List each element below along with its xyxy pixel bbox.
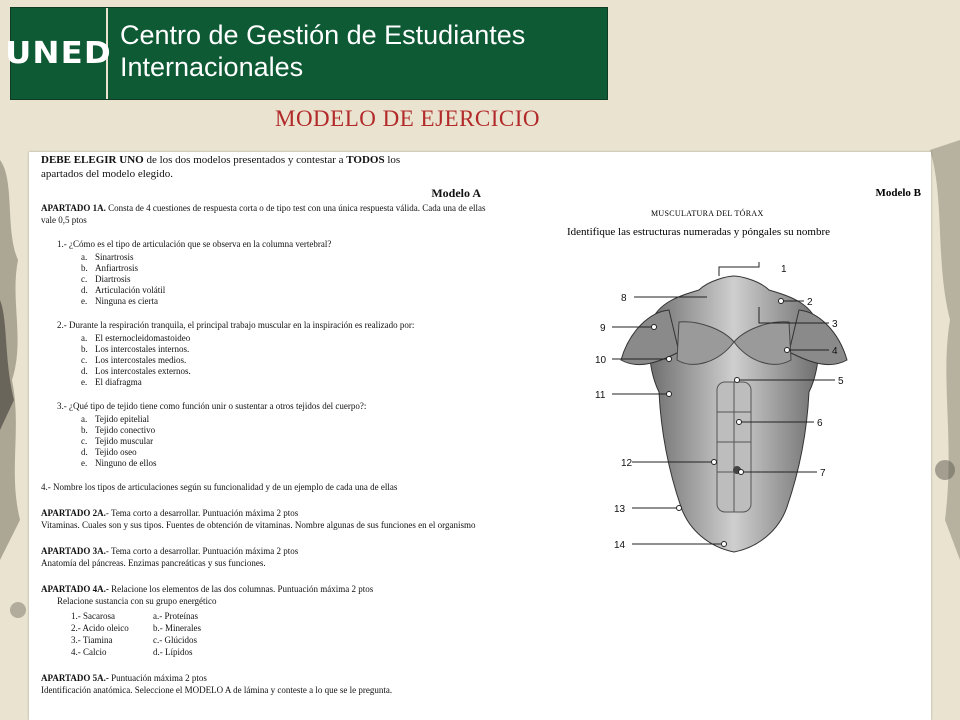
apartado-4a-sub: Relacione sustancia con su grupo energético <box>57 596 217 606</box>
option-text: Tejido muscular <box>95 436 154 446</box>
option-text: Sinartrosis <box>95 252 134 262</box>
apartado-3a-body: Anatomía del páncreas. Enzimas pancreáticas y sus funciones. <box>41 558 266 568</box>
label-7: 7 <box>820 468 826 479</box>
instruction-line-2: apartados del modelo elegido. <box>41 168 173 180</box>
option-letter: c. <box>81 436 88 446</box>
apartado-1a <box>41 202 491 226</box>
option-letter: a. <box>81 252 88 262</box>
option-text: Los intercostales externos. <box>95 366 191 376</box>
instruction-bold-2: TODOS <box>346 154 385 166</box>
label-10: 10 <box>595 355 607 366</box>
option-text: Anfiartrosis <box>95 263 138 273</box>
musculatura-heading: MUSCULATURA DEL TÓRAX <box>651 209 764 218</box>
pair-right: d.- Lípidos <box>153 647 193 657</box>
pair-row <box>71 622 491 634</box>
question-2: 2.- Durante la respiración tranquila, el principal trabajo muscular en la inspiración es realizado por: <box>57 320 415 330</box>
instruction-text-2: los <box>384 154 401 166</box>
option-item <box>81 263 491 274</box>
label-5: 5 <box>838 376 844 387</box>
apartado-1a-text: Consta de 4 cuestiones de respuesta corta o de tipo test con una única respuesta válida. Cada una de ellas vale 0,5 ptos <box>41 203 486 225</box>
torso-muscle-anatomy-icon <box>559 262 931 562</box>
option-item <box>81 344 491 355</box>
apartado-2a-head: APARTADO 2A. <box>41 508 106 518</box>
pair-row <box>71 646 491 658</box>
label-11: 11 <box>595 390 606 401</box>
pairs-table <box>71 610 491 658</box>
option-text: Articulación volátil <box>95 285 166 295</box>
pair-left: 4.- Calcio <box>71 647 107 657</box>
option-letter: a. <box>81 414 88 424</box>
option-letter: b. <box>81 425 88 435</box>
option-text: Ninguno de ellos <box>95 458 157 468</box>
apartado-5a-head: APARTADO 5A.- <box>41 673 109 683</box>
exam-sheet <box>29 152 931 720</box>
question-3: 3.- ¿Qué tipo de tejido tiene como función unir o sustentar a otros tejidos del cuerpo?: <box>57 401 367 411</box>
apartado-2a-text: - Tema corto a desarrollar. Puntuación máxima 2 ptos <box>105 508 299 518</box>
question-4: 4.- Nombre los tipos de articulaciones según su funcionalidad y de un ejemplo de cada una de ellas <box>41 482 398 492</box>
apartado-5a <box>41 672 491 696</box>
apartado-3a <box>41 545 491 569</box>
option-letter: d. <box>81 285 88 295</box>
label-1: 1 <box>781 264 787 275</box>
option-text: Diartrosis <box>95 274 131 284</box>
logo-text: UNED <box>5 36 112 71</box>
header-title <box>108 8 607 99</box>
option-item <box>81 447 491 458</box>
option-letter: d. <box>81 447 88 457</box>
option-list <box>81 414 491 469</box>
instruction-bold-1: DEBE ELEGIR UNO <box>41 154 144 166</box>
pair-left: 1.- Sacarosa <box>71 611 115 621</box>
label-8: 8 <box>621 293 627 304</box>
label-14: 14 <box>614 540 626 551</box>
question-list <box>41 238 491 469</box>
option-text: El esternocleidomastoideo <box>95 333 191 343</box>
option-item <box>81 425 491 436</box>
instruction <box>41 153 491 181</box>
pair-right: a.- Proteínas <box>153 611 198 621</box>
apartado-1a-head: APARTADO 1A. <box>41 203 106 213</box>
page-subtitle: MODELO DE EJERCICIO <box>275 106 541 131</box>
apartado-3a-head: APARTADO 3A. <box>41 546 106 556</box>
pair-right: b.- Minerales <box>153 623 201 633</box>
option-item <box>81 366 491 377</box>
option-text: Tejido epitelial <box>95 414 150 424</box>
label-3: 3 <box>832 319 838 330</box>
apartado-4a-head: APARTADO 4A.- <box>41 584 109 594</box>
header-title-line2: Internacionales <box>120 52 304 82</box>
apartado-5a-text: Puntuación máxima 2 ptos <box>108 673 207 683</box>
option-letter: d. <box>81 366 88 376</box>
option-item <box>81 414 491 425</box>
pair-row <box>71 610 491 622</box>
label-12: 12 <box>621 458 633 469</box>
option-item <box>81 436 491 447</box>
option-text: Los intercostales internos. <box>95 344 190 354</box>
option-item <box>81 274 491 285</box>
instruction-text-1: de los dos modelos presentados y contestar a <box>143 154 347 166</box>
apartado-2a-body: Vitaminas. Cuales son y sus tipos. Fuentes de obtención de vitaminas. Nombre algunas de sus funciones en el organismo <box>41 520 476 530</box>
option-text: Los intercostales medios. <box>95 355 187 365</box>
option-item <box>81 333 491 344</box>
option-text: Tejido oseo <box>95 447 137 457</box>
identifique-instruction: Identifique las estructuras numeradas y póngales su nombre <box>567 226 831 238</box>
option-letter: e. <box>81 377 88 387</box>
pair-right: c.- Glúcidos <box>153 635 197 645</box>
option-item <box>81 296 491 307</box>
option-item <box>81 285 491 296</box>
label-4: 4 <box>832 346 838 357</box>
option-text: Ninguna es cierta <box>95 296 158 306</box>
apartado-5a-body: Identificación anatómica. Seleccione el MODELO A de lámina y conteste a lo que se le pregunta. <box>41 685 393 695</box>
option-letter: e. <box>81 296 88 306</box>
option-item <box>81 252 491 263</box>
option-letter: b. <box>81 344 88 354</box>
label-13: 13 <box>614 504 626 515</box>
uned-logo <box>5 8 112 99</box>
label-6: 6 <box>817 418 823 429</box>
option-item <box>81 355 491 366</box>
model-a-column <box>41 152 491 696</box>
option-letter: c. <box>81 274 88 284</box>
apartado-2a <box>41 507 491 531</box>
option-letter: e. <box>81 458 88 468</box>
apartado-4a <box>41 583 491 658</box>
apartado-4a-text: Relacione los elementos de las dos columnas. Puntuación máxima 2 ptos <box>108 584 374 594</box>
option-list <box>81 333 491 388</box>
header-banner <box>5 7 608 100</box>
apartado-3a-text: - Tema corto a desarrollar. Puntuación máxima 2 ptos <box>105 546 299 556</box>
pair-row <box>71 634 491 646</box>
option-list <box>81 252 491 307</box>
pair-left: 2.- Acido oleico <box>71 623 129 633</box>
option-text: Tejido conectivo <box>95 425 156 435</box>
option-letter: b. <box>81 263 88 273</box>
option-item <box>81 458 491 469</box>
question-1: 1.- ¿Cómo es el tipo de articulación que se observa en la columna vertebral? <box>57 239 332 249</box>
label-9: 9 <box>600 323 606 334</box>
model-a-title: Modelo A <box>431 186 481 200</box>
option-letter: a. <box>81 333 88 343</box>
label-2: 2 <box>807 297 813 308</box>
header-title-line1: Centro de Gestión de Estudiantes <box>120 20 526 50</box>
option-item <box>81 377 491 388</box>
option-text: El diafragma <box>95 377 142 387</box>
model-b-title: Modelo B <box>875 187 921 199</box>
option-letter: c. <box>81 355 88 365</box>
pair-left: 3.- Tiamina <box>71 635 113 645</box>
